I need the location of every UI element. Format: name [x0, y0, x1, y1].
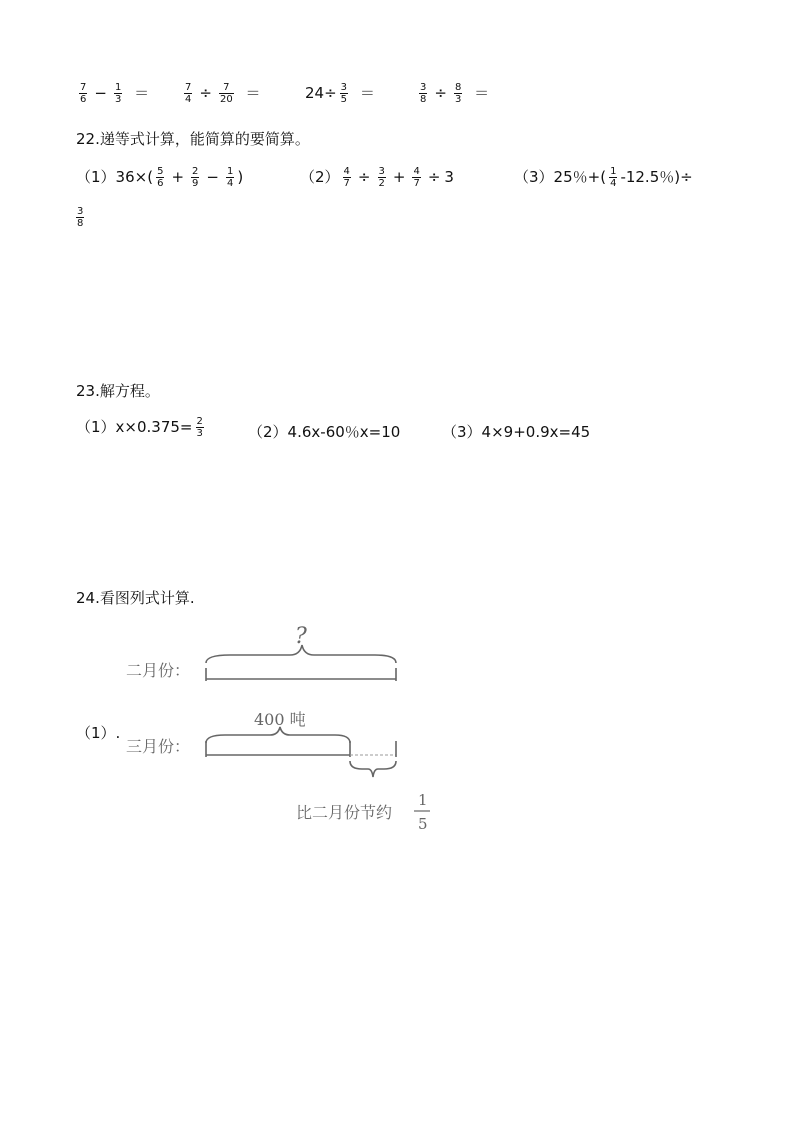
expr-3: 24÷ $\frac{3}{5}$ ＝ [305, 82, 375, 105]
q22-part-3: （3）25％+( $\frac{1}{4}$ -12.5％)÷ [514, 166, 693, 189]
feb-brace [206, 645, 396, 663]
saving-frac-den: 5 [418, 815, 428, 833]
mar-label: 三月份： [126, 737, 191, 756]
question-23-title: 23.解方程。 [76, 382, 160, 400]
q23-part-1: （1）x×0.375= $\frac{2}{3}$ [76, 416, 203, 439]
fraction: $\frac{7}{6}$ [80, 82, 87, 105]
q23-part-3: （3）4×9+0.9x=45 [442, 423, 591, 441]
saving-text: 比二月份节约 [296, 803, 393, 822]
q22-part-1: （1）36×( $\frac{5}{6}$ + $\frac{2}{9}$ − $\frac{1}{4}$ ) [76, 166, 244, 189]
fraction: $\frac{1}{3}$ [114, 82, 122, 105]
line-segment-diagram [120, 615, 440, 845]
q22-part-3-fraction-wrap: $\frac{3}{8}$ [77, 206, 84, 229]
question-22-title: 22.递等式计算，能简算的要简算。 [76, 130, 310, 148]
saving-frac-num: 1 [418, 791, 428, 809]
mar-brace [206, 727, 350, 743]
q23-part-2: （2）4.6x-60％x=10 [248, 423, 401, 441]
feb-label: 二月份： [126, 661, 191, 680]
expr-4: $\frac{3}{8}$ ÷ $\frac{8}{3}$ ＝ [420, 82, 490, 105]
mar-amount: 400 吨 [254, 710, 306, 729]
question-24-title: 24.看图列式计算. [76, 589, 195, 607]
row-21 [76, 82, 153, 105]
question-mark: ? [295, 624, 307, 649]
expr-2: $\frac{7}{4}$ ÷ $\frac{7}{20}$ ＝ [185, 82, 261, 105]
saving-brace [350, 761, 396, 777]
q22-part-2: （2） $\frac{4}{7}$ ÷ $\frac{3}{2}$ + $\frac{4}{7}$ ÷ 3 [300, 166, 454, 189]
q24-part-1-label: （1）. [76, 724, 121, 742]
expr-1: $\frac{7}{6}$ − $\frac{1}{3}$ ＝ [80, 82, 150, 105]
